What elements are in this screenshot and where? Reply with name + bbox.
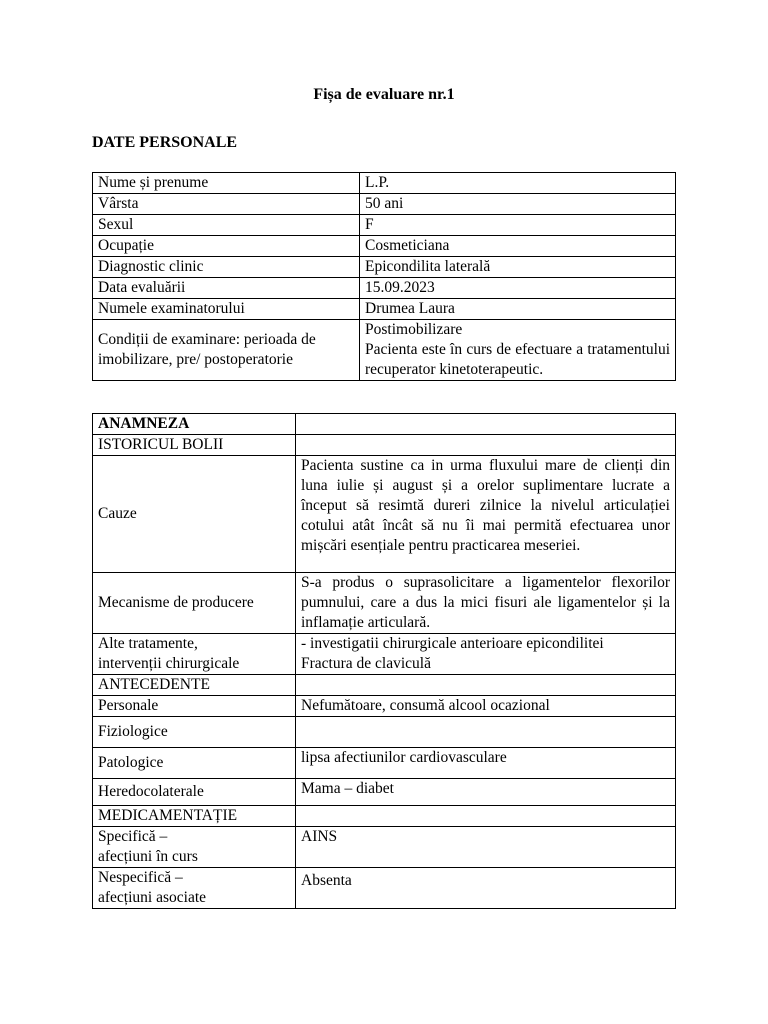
table-row xyxy=(93,573,676,634)
table-row xyxy=(93,278,676,299)
conditions-value xyxy=(360,320,676,381)
alte-label: Alte tratamente, intervenții chirurgicale xyxy=(93,634,296,675)
nespecifica-label: Nespecifică – afecțiuni asociate xyxy=(93,868,296,909)
cauze-value: Pacienta sustine ca in urma fluxului mare de clienți din luna iulie și august și a orelor suplimentare lucrate a început să resimtă dureri zilnice la nivelul articulației cotului atât încât să nu îi mai permită efectuarea unor mișcări esențiale pentru practicarea meseriei. xyxy=(296,456,676,573)
table-row xyxy=(93,236,676,257)
label-cell: Vârsta xyxy=(93,194,360,215)
label-cell: Sexul xyxy=(93,215,360,236)
table-row xyxy=(93,748,676,779)
conditions-label: Condiții de examinare: perioada de imobilizare, pre/ postoperatorie xyxy=(93,320,360,381)
table-row xyxy=(93,827,676,868)
value-cell: F xyxy=(360,215,676,236)
table-row xyxy=(93,868,676,909)
heredo-value: Mama – diabet xyxy=(296,779,676,806)
empty-cell xyxy=(296,414,676,435)
patologice-value: lipsa afectiunilor cardiovasculare xyxy=(296,748,676,779)
table-row xyxy=(93,435,676,456)
personale-value: Nefumătoare, consumă alcool ocazional xyxy=(296,696,676,717)
table-row xyxy=(93,696,676,717)
alte-value: - investigatii chirurgicale anterioare epicondilitei Fractura de claviculă xyxy=(296,634,676,675)
label-cell: Diagnostic clinic xyxy=(93,257,360,278)
antecedente-header: ANTECEDENTE xyxy=(93,675,296,696)
table-row xyxy=(93,806,676,827)
specifica-label: Specifică – afecțiuni în curs xyxy=(93,827,296,868)
anamnesis-table xyxy=(92,413,676,909)
table-row xyxy=(93,320,676,381)
nespecifica-value: Absenta xyxy=(296,868,676,909)
document-title: Fișa de evaluare nr.1 xyxy=(313,86,455,103)
empty-cell xyxy=(296,435,676,456)
conditions-line2: Pacienta este în curs de efectuare a tratamentului recuperator kinetoterapeutic. xyxy=(365,341,670,378)
table-row xyxy=(93,779,676,806)
istoric-header: ISTORICUL BOLII xyxy=(93,435,296,456)
medicamentatie-header: MEDICAMENTAȚIE xyxy=(93,806,296,827)
value-cell: Drumea Laura xyxy=(360,299,676,320)
table-row xyxy=(93,456,676,573)
section-heading: DATE PERSONALE xyxy=(92,134,238,151)
fiziologice-label: Fiziologice xyxy=(93,717,296,748)
label-cell: Nume și prenume xyxy=(93,173,360,194)
table-row xyxy=(93,215,676,236)
table-row xyxy=(93,194,676,215)
value-cell: Cosmeticiana xyxy=(360,236,676,257)
table-row xyxy=(93,257,676,278)
label-cell: Numele examinatorului xyxy=(93,299,360,320)
patologice-label: Patologice xyxy=(93,748,296,779)
empty-cell xyxy=(296,806,676,827)
cauze-label: Cauze xyxy=(93,456,296,573)
table-row xyxy=(93,634,676,675)
label-cell: Data evaluării xyxy=(93,278,360,299)
table-row xyxy=(93,299,676,320)
specifica-value: AINS xyxy=(296,827,676,868)
table-row xyxy=(93,173,676,194)
fiziologice-value xyxy=(296,717,676,748)
value-cell: Epicondilita laterală xyxy=(360,257,676,278)
anamneza-header: ANAMNEZA xyxy=(93,414,296,435)
table-row xyxy=(93,675,676,696)
mecanisme-label: Mecanisme de producere xyxy=(93,573,296,634)
value-cell: 50 ani xyxy=(360,194,676,215)
personal-data-table xyxy=(92,172,676,381)
value-cell: 15.09.2023 xyxy=(360,278,676,299)
heredo-label: Heredocolaterale xyxy=(93,779,296,806)
value-cell: L.P. xyxy=(360,173,676,194)
empty-cell xyxy=(296,675,676,696)
label-cell: Ocupație xyxy=(93,236,360,257)
table-row xyxy=(93,717,676,748)
personale-label: Personale xyxy=(93,696,296,717)
table-row xyxy=(93,414,676,435)
conditions-line1: Postimobilizare xyxy=(365,321,463,338)
mecanisme-value: S-a produs o suprasolicitare a ligamentelor flexorilor pumnului, care a dus la mici fisuri ale ligamentelor și la inflamație articulară. xyxy=(296,573,676,634)
